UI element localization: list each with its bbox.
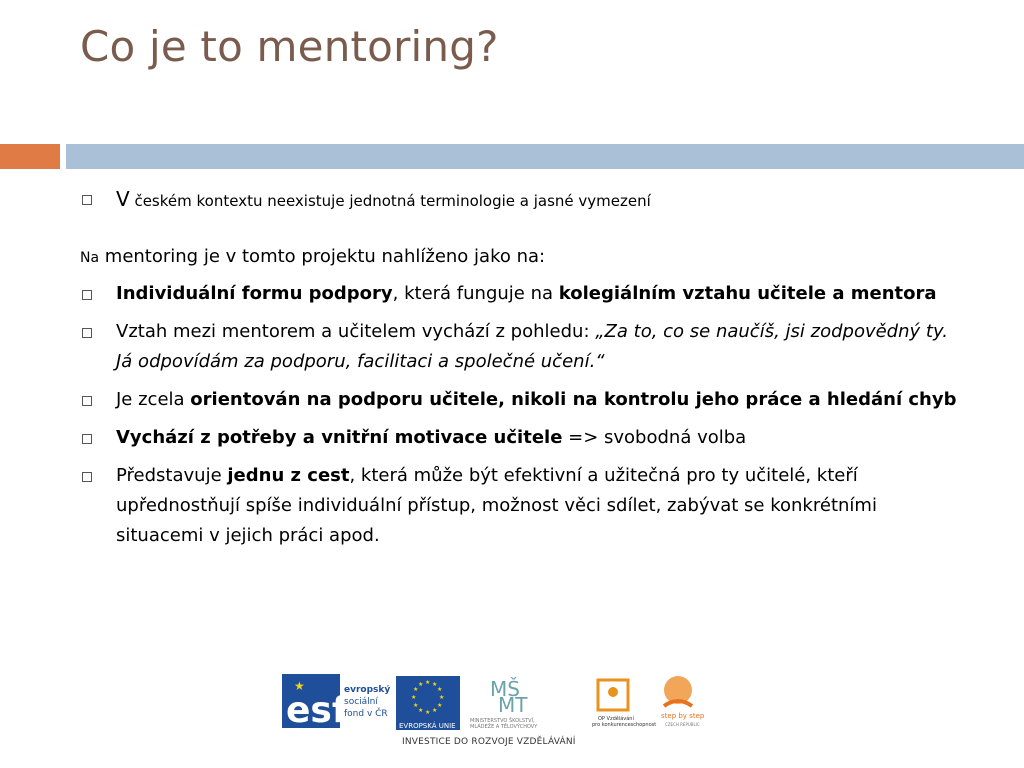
accent-bar-orange [0, 144, 60, 169]
eu-label: EVROPSKÁ UNIE [399, 722, 456, 730]
svg-text:MŠ: MŠ [490, 677, 520, 701]
bullet-square-icon [82, 195, 92, 205]
svg-text:★: ★ [425, 679, 431, 686]
svg-text:★: ★ [425, 709, 431, 716]
svg-text:esf: esf [286, 690, 348, 731]
bullet-square-icon [82, 434, 92, 444]
bullet-item: Představuje jednu z cest, která může být efektivní a užitečná pro ty učitelé, kteří upřednostňují spíše individuální přístup, možnost věci sdílet, zabývat se konkrétními situacemi v jejich práci apod. [80, 461, 960, 551]
esf-text-2: sociální [344, 697, 378, 707]
bullet-item: Vztah mezi mentorem a učitelem vychází z pohledu: „Za to, co se naučíš, jsi zodpovědný ty. Já odpovídám za podporu, facilitaci a společné učení.“ [80, 317, 960, 377]
op-logo [592, 680, 656, 728]
svg-text:★: ★ [294, 679, 305, 693]
intro-line: Na mentoring je v tomto projektu nahlíženo jako na: [80, 246, 546, 267]
bullet-square-icon [82, 472, 92, 482]
bullet-item: Je zcela orientován na podporu učitele, nikoli na kontrolu jeho práce a hledání chyb [80, 385, 960, 415]
step-by-step-logo [661, 676, 705, 727]
footer-slogan: INVESTICE DO ROZVOJE VZDĚLÁVÁNÍ [402, 737, 576, 747]
bullet-square-icon [82, 396, 92, 406]
msmt-logo [470, 677, 538, 730]
op-text-1: OP Vzdělávání [598, 716, 634, 722]
svg-text:MT: MT [498, 693, 528, 717]
msmt-text-2: MLÁDEŽE A TĚLOVÝCHOVY [470, 724, 538, 730]
bullet-square-icon [82, 290, 92, 300]
svg-text:★: ★ [413, 686, 419, 693]
esf-logo [282, 674, 390, 731]
bullet-square-icon [82, 328, 92, 338]
svg-text:★: ★ [418, 707, 424, 714]
slide-content [80, 184, 960, 559]
svg-text:★: ★ [439, 694, 445, 701]
eu-flag-logo [396, 676, 460, 730]
svg-text:★: ★ [432, 681, 438, 688]
svg-text:★: ★ [432, 707, 438, 714]
svg-text:★: ★ [437, 686, 443, 693]
esf-text-1: evropský [344, 685, 391, 695]
esf-text-3: fond v ČR [344, 709, 388, 719]
svg-text:★: ★ [413, 702, 419, 709]
svg-text:★: ★ [437, 702, 443, 709]
bullet-item: Vychází z potřeby a vnitřní motivace učitele => svobodná volba [80, 423, 960, 453]
sbs-text: step by step [661, 712, 705, 720]
msmt-text-1: MINISTERSTVO ŠKOLSTVÍ, [470, 718, 535, 724]
sbs-sub: CZECH REPUBLIC [665, 722, 700, 727]
accent-bar-blue [66, 144, 1024, 169]
op-text-2: pro konkurenceschopnost [592, 722, 657, 728]
bullet-item: Individuální formu podpory, která funguje na kolegiálním vztahu učitele a mentora [80, 279, 960, 309]
svg-text:★: ★ [418, 681, 424, 688]
svg-text:★: ★ [411, 694, 417, 701]
bullet-item: V českém kontextu neexistuje jednotná terminologie a jasné vymezení [80, 184, 960, 216]
slide-title: Co je to mentoring? [80, 22, 499, 71]
